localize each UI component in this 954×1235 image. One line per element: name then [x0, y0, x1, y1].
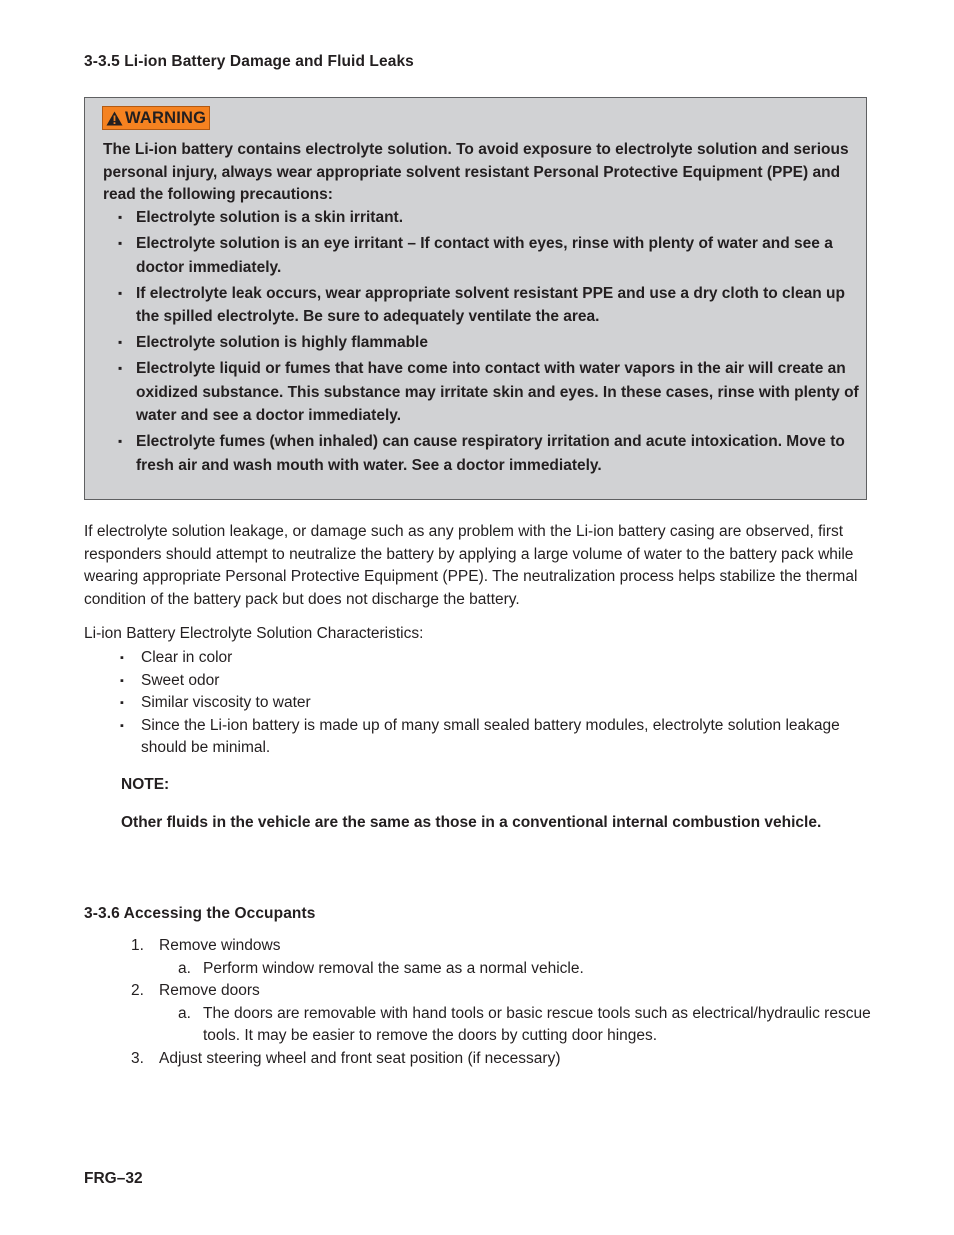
sub-step-letter: a.	[178, 959, 191, 977]
steps-list	[84, 935, 874, 1071]
characteristics-title: Li-ion Battery Electrolyte Solution Characteristics:	[84, 625, 424, 642]
characteristics-item: ▪ Clear in color	[120, 647, 840, 670]
step-number: 3.	[131, 1049, 144, 1067]
warning-triangle-icon	[106, 111, 123, 126]
sub-step-letter: a.	[178, 1004, 191, 1022]
warning-item: ▪ If electrolyte leak occurs, wear appropriate solvent resistant PPE and use a dry cloth to clean up the spilled electrolyte. Be sure to adequately ventilate the area.	[103, 282, 863, 329]
sub-step-text: Perform window removal the same as a normal vehicle.	[203, 959, 584, 977]
characteristics-list	[120, 647, 840, 760]
characteristics-item: ▪ Similar viscosity to water	[120, 692, 840, 715]
page-number: FRG–32	[84, 1170, 143, 1187]
warning-intro: The Li-ion battery contains electrolyte solution. To avoid exposure to electrolyte solution and serious personal injury, always wear appropriate solvent resistant Personal Protective Equipment (PPE) and read the following precautions:	[103, 141, 849, 203]
warning-label-text: WARNING	[125, 108, 207, 127]
section-heading-accessing-occupants: 3-3.6 Accessing the Occupants	[84, 905, 316, 922]
sub-step-text: The doors are removable with hand tools or basic rescue tools such as electrical/hydraulic rescue tools. It may be easier to remove the doors by cutting door hinges.	[203, 1004, 871, 1045]
step-number: 2.	[131, 982, 144, 1000]
warning-item: ▪ Electrolyte solution is an eye irritant – If contact with eyes, rinse with plenty of water and see a doctor immediately.	[103, 232, 863, 279]
note-title: NOTE:	[121, 776, 170, 793]
characteristics-item: ▪ Since the Li-ion battery is made up of many small sealed battery modules, electrolyte solution leakage should be minimal.	[120, 715, 840, 760]
step-text: Remove windows	[159, 937, 281, 954]
warning-item: ▪ Electrolyte solution is a skin irritant.	[103, 206, 863, 230]
warning-item: ▪ Electrolyte fumes (when inhaled) can cause respiratory irritation and acute intoxication. Move to fresh air and wash mouth with water. See a doctor immediately.	[103, 430, 863, 477]
step-number: 1.	[131, 937, 144, 954]
step-item	[84, 1048, 874, 1071]
step-item	[84, 935, 874, 958]
warning-box	[84, 97, 867, 500]
characteristics-item: ▪ Sweet odor	[120, 670, 840, 693]
sub-step-item	[84, 1003, 874, 1048]
warning-label	[102, 106, 210, 130]
step-text: Adjust steering wheel and front seat position (if necessary)	[159, 1049, 561, 1067]
warning-item: ▪ Electrolyte solution is highly flammable	[103, 331, 863, 355]
step-item	[84, 980, 874, 1003]
section-heading-battery-damage: 3-3.5 Li-ion Battery Damage and Fluid Leaks	[84, 53, 414, 70]
note-text: Other fluids in the vehicle are the same as those in a conventional internal combustion vehicle.	[121, 814, 822, 831]
body-paragraph: If electrolyte solution leakage, or damage such as any problem with the Li-ion battery casing are observed, first responders should attempt to neutralize the battery by applying a large volume of water to the battery pack while wearing appropriate Personal Protective Equipment (PPE). The neutralization process helps stabilize the thermal condition of the battery pack but does not discharge the battery.	[84, 523, 858, 608]
step-text: Remove doors	[159, 982, 260, 1000]
sub-step-item	[84, 958, 874, 981]
warning-item: ▪ Electrolyte liquid or fumes that have come into contact with water vapors in the air will create an oxidized substance. This substance may irritate skin and eyes. In these cases, rinse with plenty of water and see a doctor immediately.	[103, 357, 863, 428]
warning-list	[103, 206, 863, 480]
